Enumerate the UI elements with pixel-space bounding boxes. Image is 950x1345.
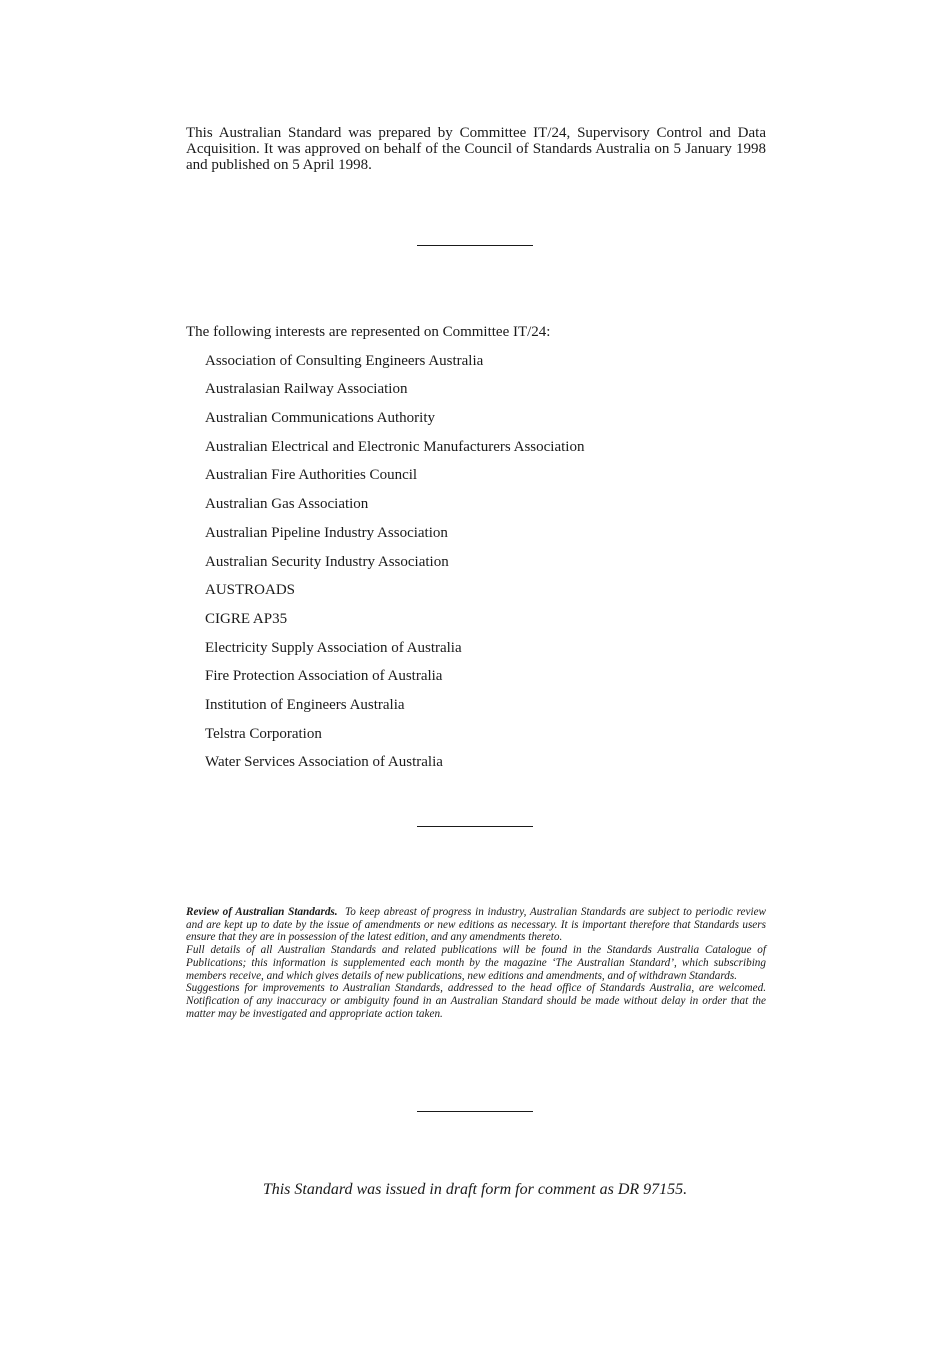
list-item: AUSTROADS: [205, 582, 296, 599]
review-paragraph-3: Suggestions for improvements to Australian Standards, addressed to the head office of Standards Australia, are welcomed. Notification of any inaccuracy or ambiguity found in an Australian Standard should be made without delay in order that the matter may be investigated and appropriate action taken.: [186, 982, 766, 1020]
review-notice: [186, 906, 766, 1020]
list-item: Australian Fire Authorities Council: [205, 467, 418, 484]
list-item: Australian Security Industry Association: [205, 553, 449, 570]
section-divider-2: [417, 826, 533, 827]
interests-list: [186, 342, 766, 772]
draft-note: This Standard was issued in draft form for comment as DR 97155.: [262, 1181, 688, 1198]
list-item: Electricity Supply Association of Australia: [205, 639, 462, 656]
list-item: Australasian Railway Association: [205, 381, 408, 398]
review-text-1: To keep abreast of progress in industry, Australian Standards are subject to periodic review and are kept up to date by the issue of amendments or new editions as necessary. It is important therefore that Standards users ensure that they are in possession of the latest edition, and any amendments thereto.: [186, 906, 767, 944]
list-item: Fire Protection Association of Australia: [205, 668, 443, 685]
committee-interests: [186, 322, 766, 772]
list-item: Australian Gas Association: [205, 496, 369, 513]
review-paragraph-1: [186, 906, 766, 944]
list-item: Water Services Association of Australia: [205, 754, 443, 771]
section-divider-3: [417, 1111, 533, 1112]
list-item: Telstra Corporation: [205, 725, 322, 742]
section-divider-1: [417, 245, 533, 246]
list-item: Australian Pipeline Industry Association: [205, 524, 448, 541]
review-paragraph-2: Full details of all Australian Standards and related publications will be found in the Standards Australia Catalogue of Publications; this information is supplemented each month by the magazine ‘The Australian Standard’, which subscribing members receive, and which gives details of new publications, new editions and amendments, and of withdrawn Standards.: [186, 944, 766, 982]
interests-intro: The following interests are represented on Committee IT/24:: [186, 324, 551, 340]
list-item: CIGRE AP35: [205, 610, 288, 627]
preparation-text: This Australian Standard was prepared by Committee IT/24, Supervisory Control and Data Acquisition. It was approved on behalf of the Council of Standards Australia on 5 January 1998 and published on 5 April 1998.: [186, 125, 766, 173]
list-item: Association of Consulting Engineers Australia: [205, 352, 484, 369]
list-item: Australian Electrical and Electronic Manufacturers Association: [205, 438, 585, 455]
review-title: Review of Australian Standards.: [186, 906, 338, 918]
list-item: Australian Communications Authority: [205, 410, 435, 427]
list-item: Institution of Engineers Australia: [205, 696, 405, 713]
preparation-statement: [186, 125, 766, 173]
